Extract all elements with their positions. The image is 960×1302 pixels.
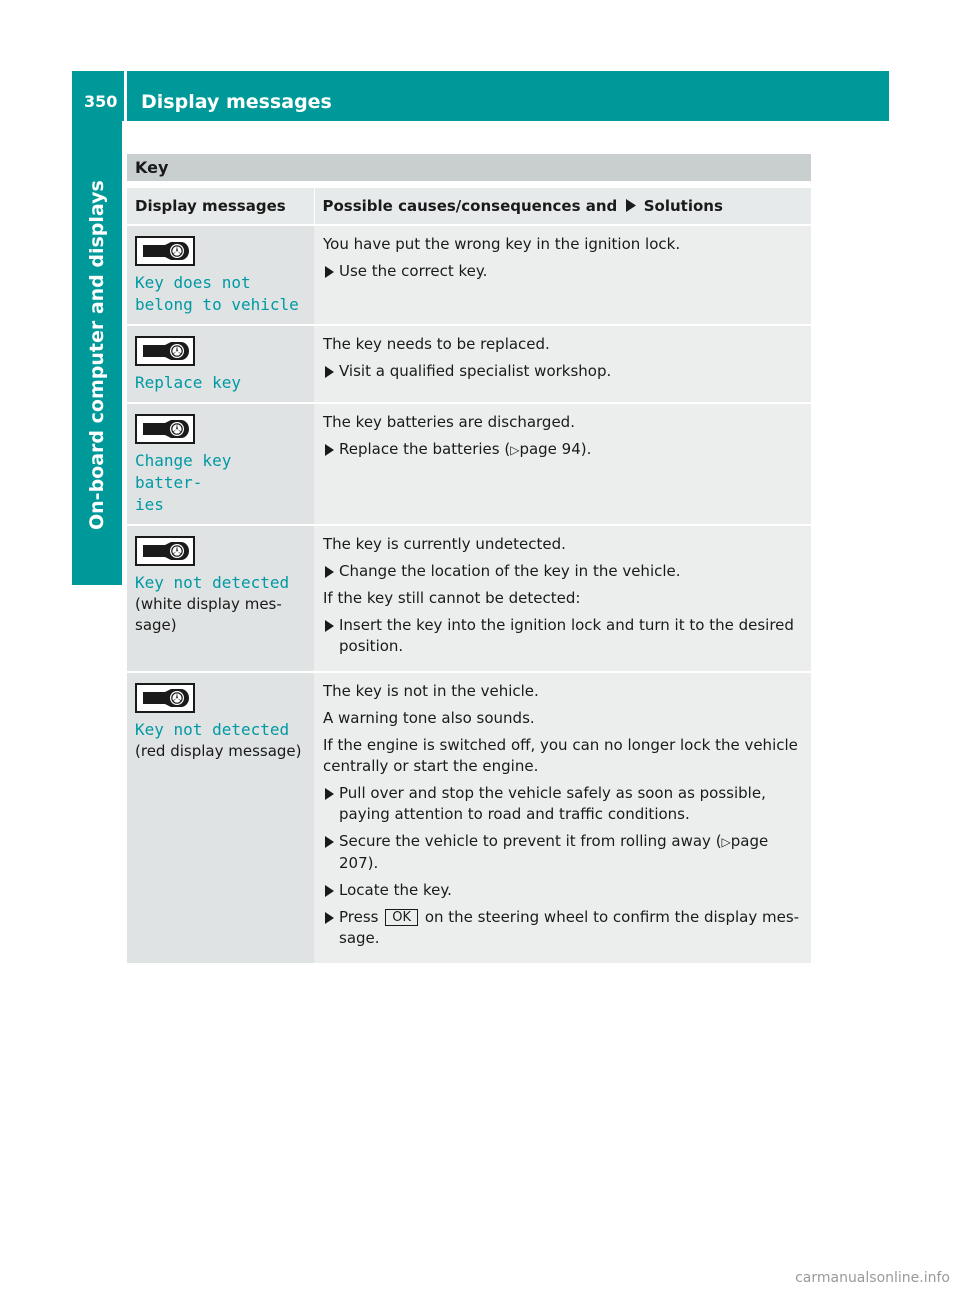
table-row [127, 672, 811, 963]
step-arrow-icon [325, 266, 334, 278]
step-text: Locate the key. [339, 881, 452, 899]
display-message-text: Replace key [135, 373, 241, 392]
step-arrow-icon [325, 836, 334, 848]
arrow-icon [625, 199, 637, 212]
step-text: Insert the key into the ignition lock and turn it to the desired position. [339, 616, 794, 655]
cause-text: The key is currently undetected. [323, 535, 566, 553]
step-text: Change the location of the key in the vehicle. [339, 562, 681, 580]
page-reference-link[interactable]: page 207 [339, 832, 769, 872]
step-arrow-icon [325, 620, 334, 632]
page-ref-icon: ▷ [721, 835, 731, 849]
step-text-end: ). [580, 440, 592, 458]
header-divider [124, 71, 127, 121]
page-ref-icon: ▷ [510, 443, 520, 457]
key-icon [135, 536, 195, 566]
col-header-causes: Possible causes/consequences and [322, 197, 618, 215]
page-reference-link[interactable]: page 94 [519, 440, 581, 458]
table-header-row [127, 188, 811, 225]
step-text-end: ). [367, 854, 379, 872]
solution-step [323, 361, 803, 382]
cause-text: The key batteries are discharged. [323, 413, 575, 431]
solution-step [323, 783, 803, 825]
causes-solutions-cell [314, 225, 811, 325]
step-arrow-icon [325, 788, 334, 800]
causes-solutions-cell [314, 525, 811, 672]
causes-solutions-cell [314, 403, 811, 525]
key-icon [135, 336, 195, 366]
display-message-text: Key not detected [135, 720, 290, 739]
display-message-cell [127, 403, 314, 525]
display-message-cell [127, 672, 314, 963]
display-message-note: (white display mes- sage) [135, 595, 282, 634]
cause-text: The key is not in the vehicle. [323, 682, 539, 700]
page-number: 350 [84, 92, 118, 111]
cause-text: The key needs to be replaced. [323, 335, 550, 353]
ok-button-icon: OK [385, 909, 418, 926]
step-text-end: on the steering wheel to confirm the display mes- sage. [339, 908, 800, 947]
key-icon [135, 683, 195, 713]
display-message-cell [127, 225, 314, 325]
table-row [127, 225, 811, 325]
cause-text: If the engine is switched off, you can no longer lock the vehicle centrally or start the engine. [323, 736, 798, 775]
step-arrow-icon [325, 885, 334, 897]
solution-step [323, 880, 803, 901]
display-message-cell [127, 325, 314, 403]
key-icon [135, 414, 195, 444]
step-text: Press [339, 908, 379, 926]
solution-step [323, 439, 803, 461]
display-message-cell [127, 525, 314, 672]
solution-step [323, 831, 803, 874]
step-arrow-icon [325, 566, 334, 578]
messages-table [127, 188, 811, 963]
step-arrow-icon [325, 912, 334, 924]
cause-text: If the key still cannot be detected: [323, 589, 581, 607]
step-arrow-icon [325, 366, 334, 378]
chapter-tab-label [74, 110, 120, 530]
key-icon [135, 236, 195, 266]
col-header-display-messages: Display messages [127, 188, 314, 225]
causes-solutions-cell [314, 672, 811, 963]
chapter-label-text: On-board computer and displays [86, 180, 108, 530]
table-row [127, 325, 811, 403]
page-header [72, 71, 889, 121]
cause-text: You have put the wrong key in the ignition lock. [323, 235, 681, 253]
display-message-text: Key does not belong to vehicle [135, 273, 299, 314]
step-text: Use the correct key. [339, 262, 488, 280]
solution-step [323, 561, 803, 582]
step-text: Pull over and stop the vehicle safely as soon as possible, paying attention to road and traffic conditions. [339, 784, 766, 823]
watermark: carmanualsonline.info [795, 1270, 950, 1286]
display-message-text: Change key batter‐ ies [135, 451, 232, 514]
cause-text: A warning tone also sounds. [323, 709, 535, 727]
display-message-note: (red display message) [135, 742, 302, 760]
causes-solutions-cell [314, 325, 811, 403]
table-row [127, 525, 811, 672]
table-row [127, 403, 811, 525]
step-arrow-icon [325, 444, 334, 456]
section-title: Key [127, 154, 811, 181]
step-text: Replace the batteries ( [339, 440, 511, 458]
solution-step [323, 907, 803, 949]
col-header-causes-solutions [314, 188, 811, 225]
step-text: Secure the vehicle to prevent it from rolling away ( [339, 832, 722, 850]
page-title: Display messages [141, 91, 332, 113]
display-message-text: Key not detected [135, 573, 290, 592]
solution-step [323, 261, 803, 282]
step-text: Visit a qualified specialist workshop. [339, 362, 612, 380]
solution-step [323, 615, 803, 657]
col-header-solutions: Solutions [643, 197, 723, 215]
